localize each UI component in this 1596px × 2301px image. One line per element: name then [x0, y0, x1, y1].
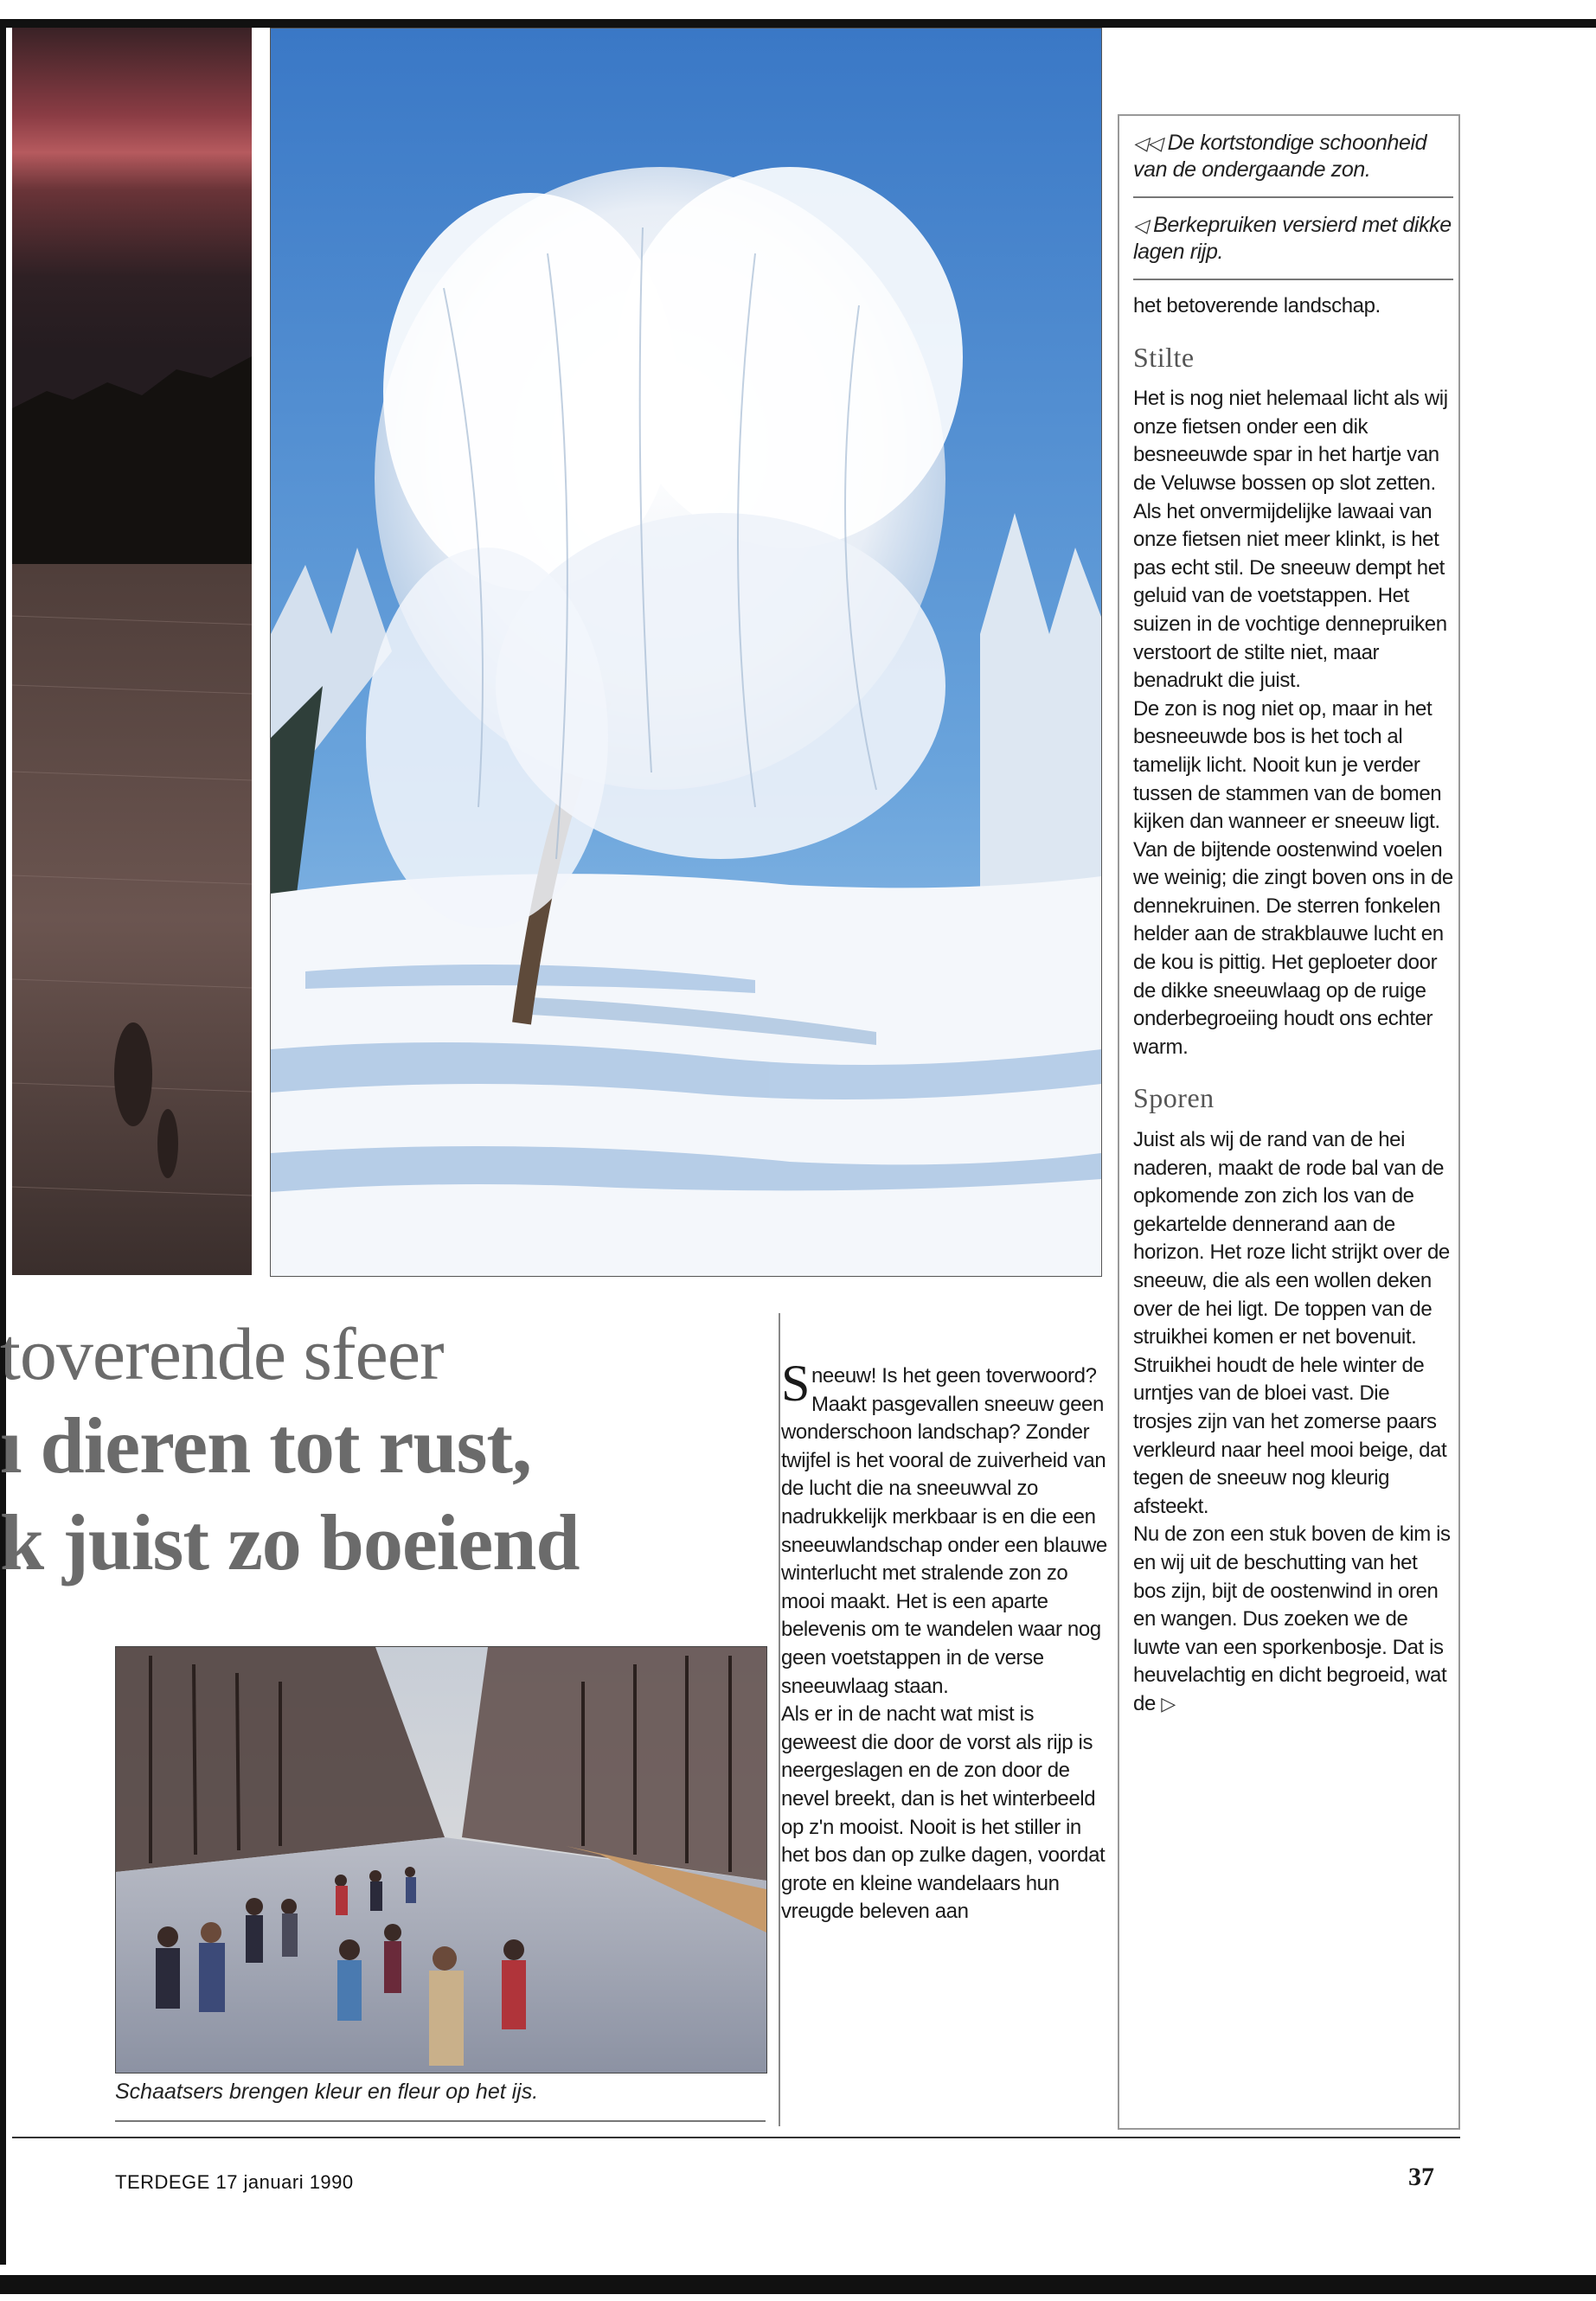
middle-text-column — [781, 1355, 1110, 1926]
paragraph: Struikhei houdt de hele winter de urntjes van de bloei vast. Die trosjes zijn van het zomerse paars verkleurd naar heel mooi beige, dat tegen de sneeuw nog kleurig afsteekt. — [1133, 1353, 1447, 1518]
caption-underline — [115, 2120, 766, 2122]
footer-divider — [12, 2137, 1460, 2138]
paragraph: Het is nog niet helemaal licht als wij onze fietsen onder een dik besneeuwde spar in het hartje van de Veluwse bossen op slot zetten. Als het onvermijdelijke lawaai van onze fietsen niet meer klinkt, is het pas echt stil. De sneeuw dempt het geluid van de voetstappen. Het suizen in de vochtige dennepruiken verstoort de stilte niet, maar benadrukt die juist. — [1133, 387, 1448, 693]
snowy-tree-photo — [270, 28, 1102, 1277]
paragraph: Als er in de nacht wat mist is geweest die door de vorst als rijp is neergeslagen en de zon door de nevel breekt, dan is het winterbeeld op z'n mooist. Nooit is het stiller in het bos dan op zulke dagen, voordat grote en kleine wandelaars hun vreugde beleven aan — [781, 1702, 1106, 1924]
tree-caption: ◁ Berkepruiken versierd met dikke lagen rijp. — [1133, 213, 1452, 264]
drop-cap: S — [781, 1355, 810, 1412]
right-text-column — [1133, 128, 1453, 1719]
left-arrow-icon: ◁ — [1133, 215, 1148, 236]
caption-divider — [1133, 279, 1453, 280]
headline-line: ı dieren tot rust, — [0, 1401, 532, 1490]
publication-info: TERDEGE 17 januari 1990 — [115, 2171, 354, 2193]
continue-arrow-icon: ▷ — [1161, 1692, 1176, 1715]
subheading-stilte: Stilte — [1133, 341, 1195, 373]
double-left-arrow-icon: ◁◁ — [1133, 132, 1163, 154]
top-border — [0, 19, 1596, 28]
subheading-sporen: Sporen — [1133, 1082, 1215, 1114]
column-divider — [779, 1313, 780, 2126]
caption-divider — [1133, 196, 1453, 198]
opening-paragraph: Sneeuw! Is het geen toverwoord? Maakt pasgevallen sneeuw geen wonderschoon landschap? Zonder twijfel is het vooral de zuiverheid van de lucht die na sneeuwval zo nadrukkelijk merkbaar is en die een sneeuwlandschap onder een blauwe winterlucht met stralende zon zo mooi maakt. Het is een aparte belevenis om te wandelen waar nog geen voetstappen in de verse sneeuwlaag staan. — [781, 1355, 1107, 1698]
skaters-caption: Schaatsers brengen kleur en fleur op het ijs. — [115, 2080, 539, 2104]
paragraph: De zon is nog niet op, maar in het besneeuwde bos is het toch al tamelijk licht. Nooit kun je verder tussen de stammen van de bomen kijken dan wanneer er sneeuw ligt. Van de bijtende oostenwind voelen we weinig; die zingt boven ons in de dennekruinen. De sterren fonkelen helder aan de strakblauwe lucht en de kou is pittig. Het geploeter door de dikke sneeuwlaag op de ruige onderbegroeiing houdt ons echter warm. — [1133, 696, 1453, 1059]
paragraph: Nu de zon een stuk boven de kim is en wij uit de beschutting van het bos zijn, bijt de oostenwind in oren en wangen. Dus zoeken we de luwte van een sporkenbosje. Dat is heuvelachtig en dicht begroeid, wat de ▷ — [1133, 1522, 1451, 1715]
sunset-photo — [12, 28, 252, 1275]
bottom-border — [0, 2275, 1596, 2294]
skaters-photo — [115, 1646, 767, 2073]
headline-line: k juist zo boeiend — [0, 1498, 580, 1586]
intro-text: het betoverende landschap. — [1133, 294, 1381, 317]
sunset-caption: ◁◁ De kortstondige schoonheid van de ondergaande zon. — [1133, 131, 1427, 182]
headline-line: toverende sfeer — [0, 1312, 444, 1395]
page-number: 37 — [1408, 2163, 1434, 2191]
left-page-edge — [0, 24, 6, 2265]
paragraph: Juist als wij de rand van de hei naderen, maakt de rode bal van de opkomende zon zich los van de gekartelde dennerand aan de horizon. Het roze licht strijkt over de sneeuw, die als een wollen deken over de hei ligt. De toppen van de struikhei komen er net bovenuit. — [1133, 1128, 1450, 1349]
article-headline — [0, 1311, 744, 1591]
